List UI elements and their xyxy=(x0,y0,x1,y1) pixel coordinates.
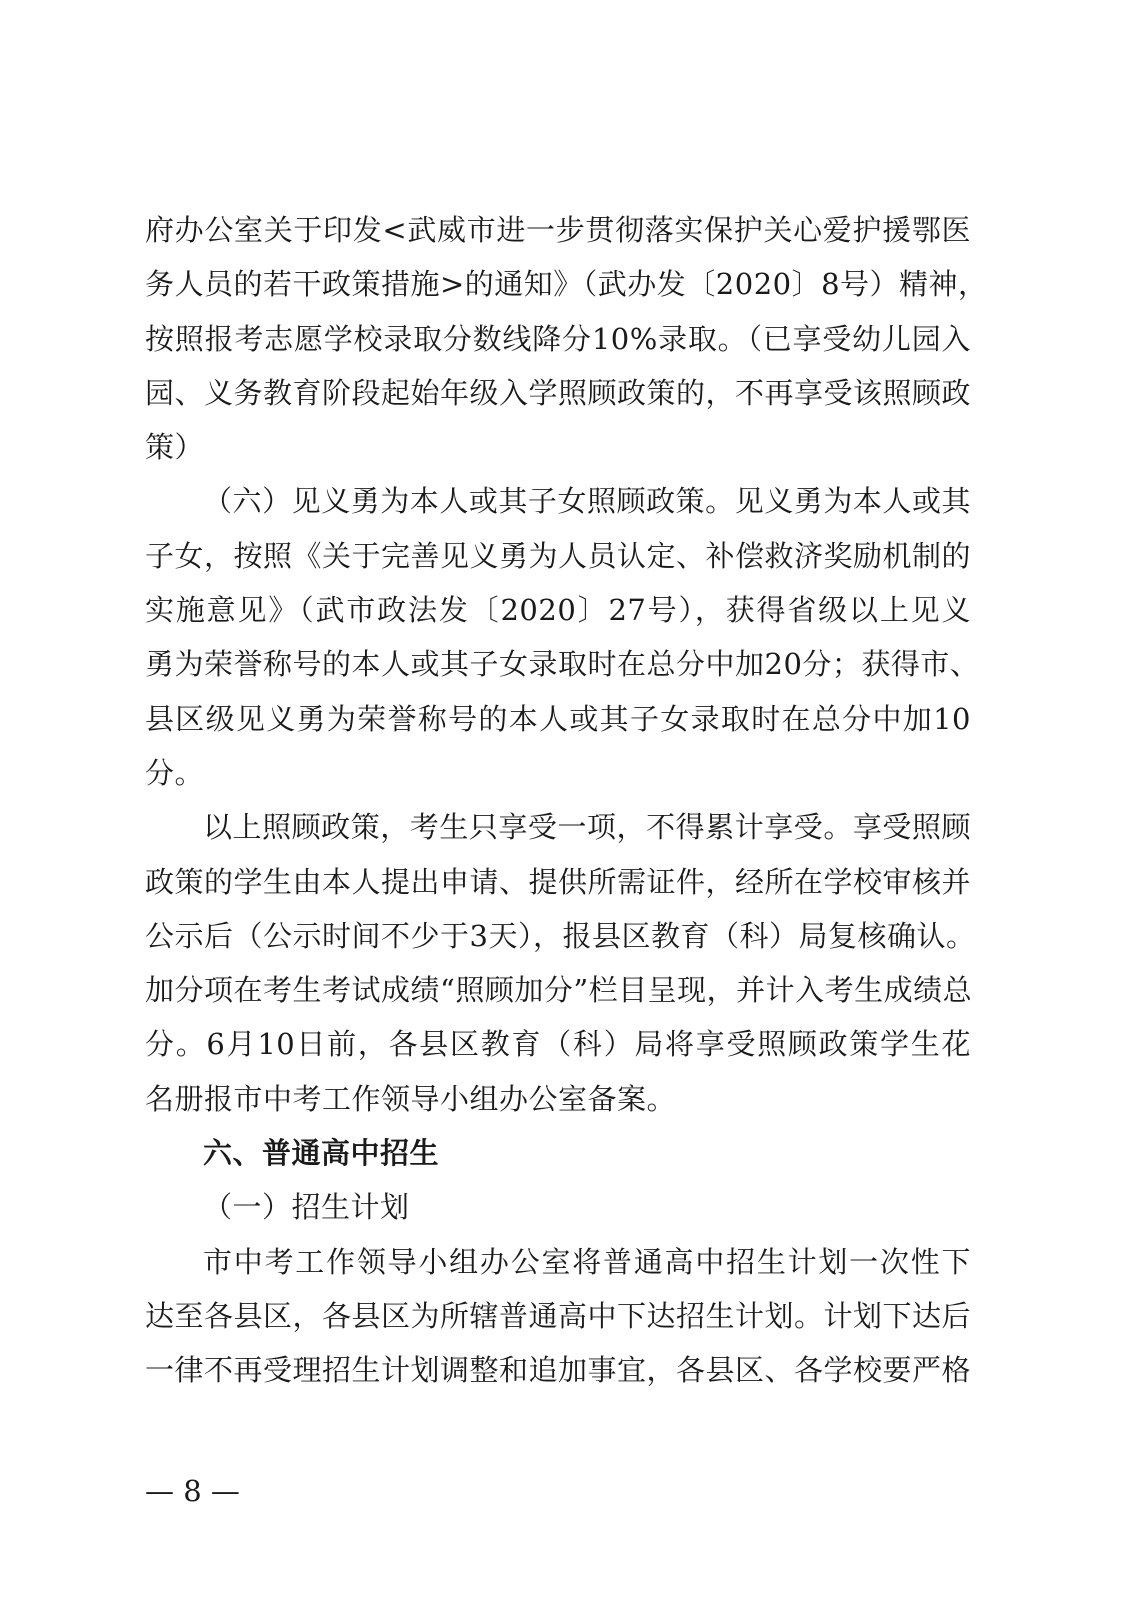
page-number: — 8 — xyxy=(145,1474,240,1508)
paragraph-summary xyxy=(145,800,976,1126)
subsection-heading: （一）招生计划 xyxy=(203,1190,410,1225)
text-line: 一律不再受理招生计划调整和追加事宜，各县区、各学校要严格 xyxy=(145,1353,972,1388)
paragraph-continued xyxy=(145,203,988,474)
text-line: 子女，按照《关于完善见义勇为人员认定、补偿救济奖励机制的 xyxy=(145,538,972,573)
text-line: 策） xyxy=(145,430,205,465)
text-line: 园、义务教育阶段起始年级入学照顾政策的，不再享受该照顾政 xyxy=(145,375,972,410)
text-line: 分。 xyxy=(145,755,205,790)
text-line: 市中考工作领导小组办公室将普通高中招生计划一次性下 xyxy=(203,1244,971,1279)
text-line: 政策的学生由本人提出申请、提供所需证件，经所在学校审核并 xyxy=(145,864,972,899)
text-line: 实施意见》（武市政法发〔2020〕27号），获得省级以上见义 xyxy=(145,593,971,628)
text-line: 府办公室关于印发<武威市进一步贯彻落实保护关心爱护援鄂医 xyxy=(145,213,971,247)
text-line: 按照报考志愿学校录取分数线降分10%录取。（已享受幼儿园入 xyxy=(145,321,971,356)
text-line: （六）见义勇为本人或其子女照顾政策。见义勇为本人或其 xyxy=(203,484,971,519)
document-body xyxy=(145,203,988,1398)
text-line: 名册报市中考工作领导小组办公室备案。 xyxy=(145,1081,677,1116)
paragraph-hero-policy xyxy=(145,474,980,800)
text-line: 勇为荣誉称号的本人或其子女录取时在总分中加20分；获得市、 xyxy=(145,647,980,682)
text-line: 达至各县区，各县区为所辖普通高中下达招生计划。计划下达后 xyxy=(145,1298,972,1333)
text-line: 公示后（公示时间不少于3天），报县区教育（科）局复核确认。 xyxy=(145,918,976,953)
text-line: 加分项在考生考试成绩“照顾加分”栏目呈现，并计入考生成绩总 xyxy=(145,973,973,1008)
section-heading: 六、普通高中招生 xyxy=(203,1136,440,1171)
text-line: 县区级见义勇为荣誉称号的本人或其子女录取时在总分中加10 xyxy=(145,701,971,736)
paragraph-enrollment-plan xyxy=(145,1235,971,1398)
text-line: 以上照顾政策，考生只享受一项，不得累计享受。享受照顾 xyxy=(203,810,971,845)
text-line: 务人员的若干政策措施>的通知》（武办发〔2020〕8号）精神， xyxy=(145,267,988,302)
text-line: 分。6月10日前，各县区教育（科）局将享受照顾政策学生花 xyxy=(145,1027,971,1062)
